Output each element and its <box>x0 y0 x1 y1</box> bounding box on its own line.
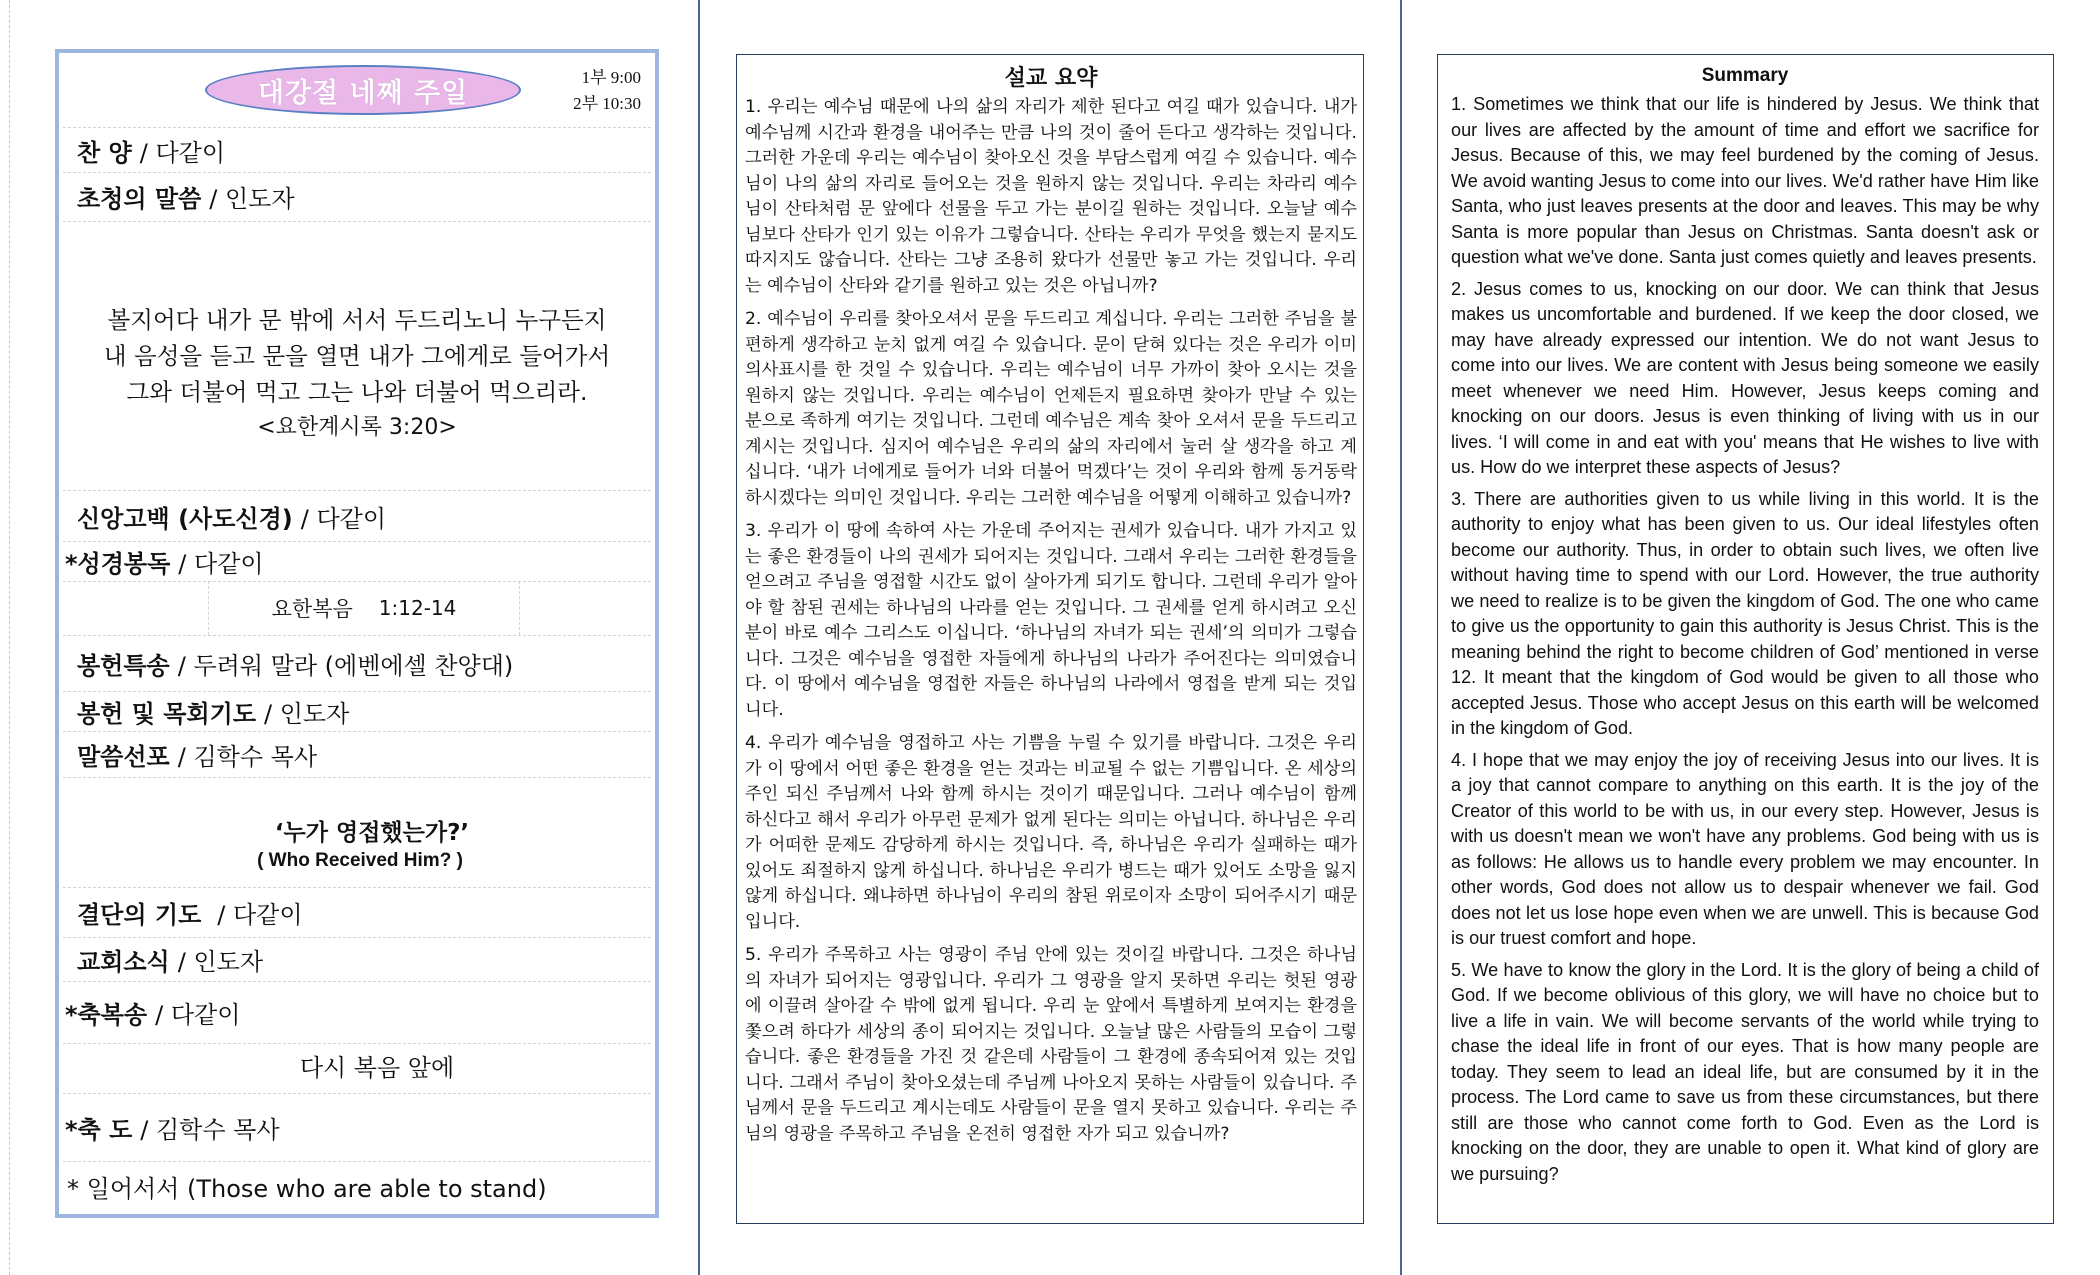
item-detail: / 인도자 <box>177 947 264 976</box>
panel-divider-1 <box>698 0 700 1275</box>
sermon-title <box>63 777 651 888</box>
scripture-reading-row <box>63 581 651 636</box>
item-detail: / 인도자 <box>209 184 295 213</box>
korean-paragraph-1: 1. 우리는 예수님 때문에 나의 삶의 자리가 제한 된다고 여길 때가 있습니다. 내가 예수님께 시간과 환경을 내어주는 만큼 나의 것이 줄어 든다고 생각하는 것입니다. 그러한 가운데 우리는 예수님이 찾아오신 것을 부담스럽게 여길 수 있습니다. 예수님이 나의 삶의 자리로 들어오는 것을 원하지 않는 것입니다. 우리는 차라리 예수님이 산타처럼 문 앞에다 선물을 두고 가는 분이길 원하는 것입니다. 오늘날 예수님보다 산타가 인기 있는 이유가 그렇습니다. 산타는 우리가 무엇을 했는지 묻지도 따지지도 않습니다. 산타는 그냥 조용히 왔다가 선물만 놓고 가는 것입니다. 우리는 예수님이 산타와 같기를 원하고 있는 것은 아닙니까? <box>745 97 1357 296</box>
verse-line: 내 음성을 듣고 문을 열면 내가 그에게로 들어가서 <box>103 342 611 370</box>
service-item-decision-prayer <box>63 887 651 938</box>
verse-line: 그와 더불어 먹고 그는 나와 더불어 먹으리라. <box>126 378 588 406</box>
item-detail: / 김학수 목사 <box>177 742 318 771</box>
service-item-hymn <box>63 981 651 1044</box>
item-detail: / 두려워 말라 (에벤에셀 찬양대) <box>177 651 514 680</box>
border-accent <box>655 733 659 755</box>
item-label: 초청의 말씀 <box>77 184 202 213</box>
border-accent <box>655 253 659 275</box>
verse-reference: <요한계시록 3:20> <box>257 415 457 440</box>
verse-line: 볼지어다 내가 문 밖에 서서 두드리노니 누구든지 <box>107 306 607 334</box>
panel-divider-2 <box>1400 0 1402 1275</box>
scripture-book: 요한복음 <box>271 597 353 621</box>
korean-paragraph-5: 5. 우리가 주목하고 사는 영광이 주님 안에 있는 것이길 바랍니다. 그것은 하나님의 자녀가 되어지는 영광입니다. 우리가 그 영광을 알지 못하면 우리는 헛된 영광에 이끌려 살아갈 수 밖에 없게 됩니다. 우리 눈 앞에서 특별하게 보여지는 환경을 쫓으려 하다가 세상의 종이 되어지는 것입니다. 오늘날 많은 사람들의 모습이 그렇습니다. 좋은 환경들을 가진 것 같은데 사람들이 그 환경에 종속되어져 있는 것입니다. 그래서 주님이 찾아오셨는데 주님께 나아오지 못하는 사람들이 있습니다. 주님께서 문을 두드리고 계시는데도 사람들이 문을 열지 못하고 있습니다. 우리는 주님의 영광을 주목하고 주님을 온전히 영접한 자가 되고 있습니까? <box>745 945 1357 1144</box>
scripture-ref: 1:12-14 <box>378 596 457 620</box>
service-item-scripture <box>63 541 651 582</box>
service-times <box>573 65 641 117</box>
item-detail: / 다같이 <box>139 138 226 167</box>
service-item-announcements <box>63 937 651 982</box>
item-label: *축복송 <box>65 1000 148 1029</box>
english-paragraph-5: 5. We have to know the glory in the Lord. It is the glory of being a child of God. If we become oblivious of this glory, we will have no choice but to live a life in vain. We will become servants of the world while trying to chase the ideal life in front of our eyes. That is how many people are today. They seem to lead an ideal life, but are consumed by it in the process. The Lord came to save us from these circumstances, but there still are those who cannot come forth to God. Even as the Lord is knocking on the door, they are unable to open it. What kind of glory are we pursuing? <box>1451 959 2039 1184</box>
korean-paragraph-3: 3. 우리가 이 땅에 속하여 사는 가운데 주어지는 권세가 있습니다. 내가 가지고 있는 좋은 환경들이 나의 권세가 되어지는 것입니다. 그래서 우리는 그러한 환경들을 얻으려고 주님을 영접할 시간도 없이 살아가게 되기도 합니다. 그런데 우리가 알아야 할 참된 권세는 하나님의 나라를 얻는 것입니다. 그 권세를 얻게 하시려고 오신 분이 바로 예수 그리스도 이십니다. ‘하나님의 자녀가 되는 권세’의 의미가 그렇습니다. 그것은 예수님을 영접한 자들에게 하나님의 나라가 주어진다는 의미였습니다. 이 땅에서 예수님을 영접한 자들은 하나님의 나라에서 영접을 받게 되는 것입니다. <box>745 521 1357 720</box>
english-summary-title: Summary <box>1701 65 1789 86</box>
korean-summary-panel <box>736 54 1364 1224</box>
service-item-offering-special <box>63 635 651 692</box>
item-detail: / 다같이 <box>178 549 264 578</box>
service-time-1: 1부 9:00 <box>581 68 641 87</box>
item-label: *성경봉독 <box>65 549 171 578</box>
service-item-benediction <box>63 1093 651 1162</box>
sermon-title-korean: ‘누가 영접했는가?’ <box>274 820 470 846</box>
scripture-reading <box>208 581 520 635</box>
item-detail: / 인도자 <box>264 699 350 728</box>
item-detail: / 다같이 <box>217 900 303 929</box>
border-accent <box>655 573 659 595</box>
item-label: 결단의 기도 <box>77 900 202 929</box>
korean-paragraph-2: 2. 예수님이 우리를 찾아오셔서 문을 두드리고 계십니다. 우리는 그러한 주님을 불편하게 생각하고 눈치 없게 여길 수 있습니다. 문이 닫혀 있다는 것은 우리가 이미 의사표시를 한 것일 수 있습니다. 우리는 예수님이 너무 가까이 찾아 오시는 것을 원하지 않는 것입니다. 우리는 예수님이 언제든지 필요하면 찾아가 만날 수 있는 분으로 족하게 여기는 것입니다. 그런데 예수님은 계속 찾아 오셔서 문을 두드리고 계시는 것입니다. 심지어 예수님은 우리의 삶의 자리에서 눌러 살 생각을 하고 계십니다. ‘내가 너에게로 들어가 너와 더불어 먹겠다’는 것이 우리와 함께 동거동락 하시겠다는 의미인 것입니다. 우리는 그러한 예수님을 어떻게 이해하고 있습니까? <box>745 309 1357 508</box>
item-label: 찬 양 <box>77 138 132 167</box>
service-item-invitation <box>63 171 651 222</box>
english-summary-panel <box>1437 54 2054 1224</box>
service-item-sermon <box>63 731 651 778</box>
invitation-verse <box>63 249 651 491</box>
standing-footnote: * 일어서서 (Those who are able to stand) <box>67 1174 547 1203</box>
border-accent <box>655 165 659 195</box>
hymn-title-row <box>63 1043 651 1094</box>
item-label: 말씀선포 <box>77 742 170 771</box>
service-time-2: 2부 10:30 <box>573 94 641 113</box>
border-accent <box>55 53 59 113</box>
english-paragraph-2: 2. Jesus comes to us, knocking on our door. We can think that Jesus makes us uncomfortable and burdened. If we keep the door closed, we may have already expressed our intention. We do not want Jesus to come into our lives. We are content with Jesus being someone we easily meet whenever we need Him. However, Jesus keeps coming and knocking on our doors. Jesus is even thinking of living with us in our lives. ‘I will come in and eat with you' means that He wishes to live with us. How do we interpret these aspects of Jesus? <box>1451 278 2039 477</box>
order-of-service-panel <box>55 49 659 1218</box>
hymn-title: 다시 복음 앞에 <box>299 1054 455 1082</box>
korean-paragraph-4: 4. 우리가 예수님을 영접하고 사는 기쁨을 누릴 수 있기를 바랍니다. 그것은 우리가 이 땅에서 어떤 좋은 환경을 얻는 것과는 비교될 수 없는 기쁨입니다. 온 세상의 주인 되신 주님께서 나와 함께 하시는 것이기 때문입니다. 그러나 예수님이 함께 하신다고 해서 우리가 아무런 문제가 없게 된다는 의미는 아닙니다. 하나님은 우리가 어떠한 문제도 감당하게 하시는 것입니다. 즉, 하나님은 우리가 실패하는 때가 있어도 죄절하지 않게 하십니다. 하나님은 우리가 병드는 때가 있어도 소망을 잃지 않게 하십니다. 왜냐하면 하나님이 우리의 참된 위로이자 소망이 되어주시기 때문입니다. <box>745 733 1357 932</box>
item-label: 교회소식 <box>77 947 170 976</box>
standing-footnote-row <box>63 1161 651 1211</box>
sermon-title-english: ( Who Received Him? ) <box>257 850 463 871</box>
item-label: *축 도 <box>65 1115 133 1144</box>
item-detail: / 김학수 목사 <box>140 1115 280 1144</box>
service-item-creed <box>63 491 651 542</box>
service-item-praise <box>63 127 651 173</box>
korean-summary-title: 설교 요약 <box>1004 66 1098 91</box>
service-item-offering-prayer <box>63 691 651 732</box>
item-detail: / 다같이 <box>155 1000 241 1029</box>
item-detail: / 다같이 <box>300 504 387 533</box>
fold-line-left <box>9 0 10 1275</box>
english-paragraph-1: 1. Sometimes we think that our life is hindered by Jesus. We think that our lives are affected by the amount of time and effort we sacrifice for Jesus. Because of this, we may feel burdened by the coming of Jesus. We avoid wanting Jesus to come into our lives. We'd rather have Him like Santa, who just leaves presents at the door and leaves. This may be why Santa is more popular than Jesus on Christmas. Santa doesn't ask or question what we've done. Santa just comes quietly and leaves presents. <box>1451 94 2039 267</box>
item-label: 봉헌 및 목회기도 <box>77 699 256 728</box>
item-label: 신앙고백 (사도신경) <box>77 504 293 533</box>
english-paragraph-4: 4. I hope that we may enjoy the joy of receiving Jesus into our lives. It is a joy that cannot compare to anything on this earth. It is the joy of the Creator of this world to be with us, in our every step. However, Jesus is with us doesn't mean we won't have any problems. God being with us is as follows: He allows us to handle every problem we may encounter. In other words, God does not allow us to despair whenever we fail. God does not let us lose hope even when we are unwell. This is because God is our truest comfort and hope. <box>1451 749 2039 948</box>
item-label: 봉헌특송 <box>77 651 170 680</box>
border-accent <box>655 933 659 955</box>
border-accent <box>655 413 659 435</box>
service-title: 대강절 네째 주일 <box>205 65 521 115</box>
english-paragraph-3: 3. There are authorities given to us while living in this world. It is the authority to enjoy what has been given to us. Our ideal lifestyles often become our authority. Thus, in order to obtain such lives, we often live without having time to spend with our Lord. However, the true authority we need to realize is to be given the kingdom of God. The one who came to give us the opportunity to gain this authority is Jesus Christ. This is the meaning behind the right to become children of God’ mentioned in verse 12. It meant that the kingdom of God would be given to all those who accepted Jesus. Those who accept Jesus on this earth will be welcomed in the kingdom of God. <box>1451 488 2039 738</box>
